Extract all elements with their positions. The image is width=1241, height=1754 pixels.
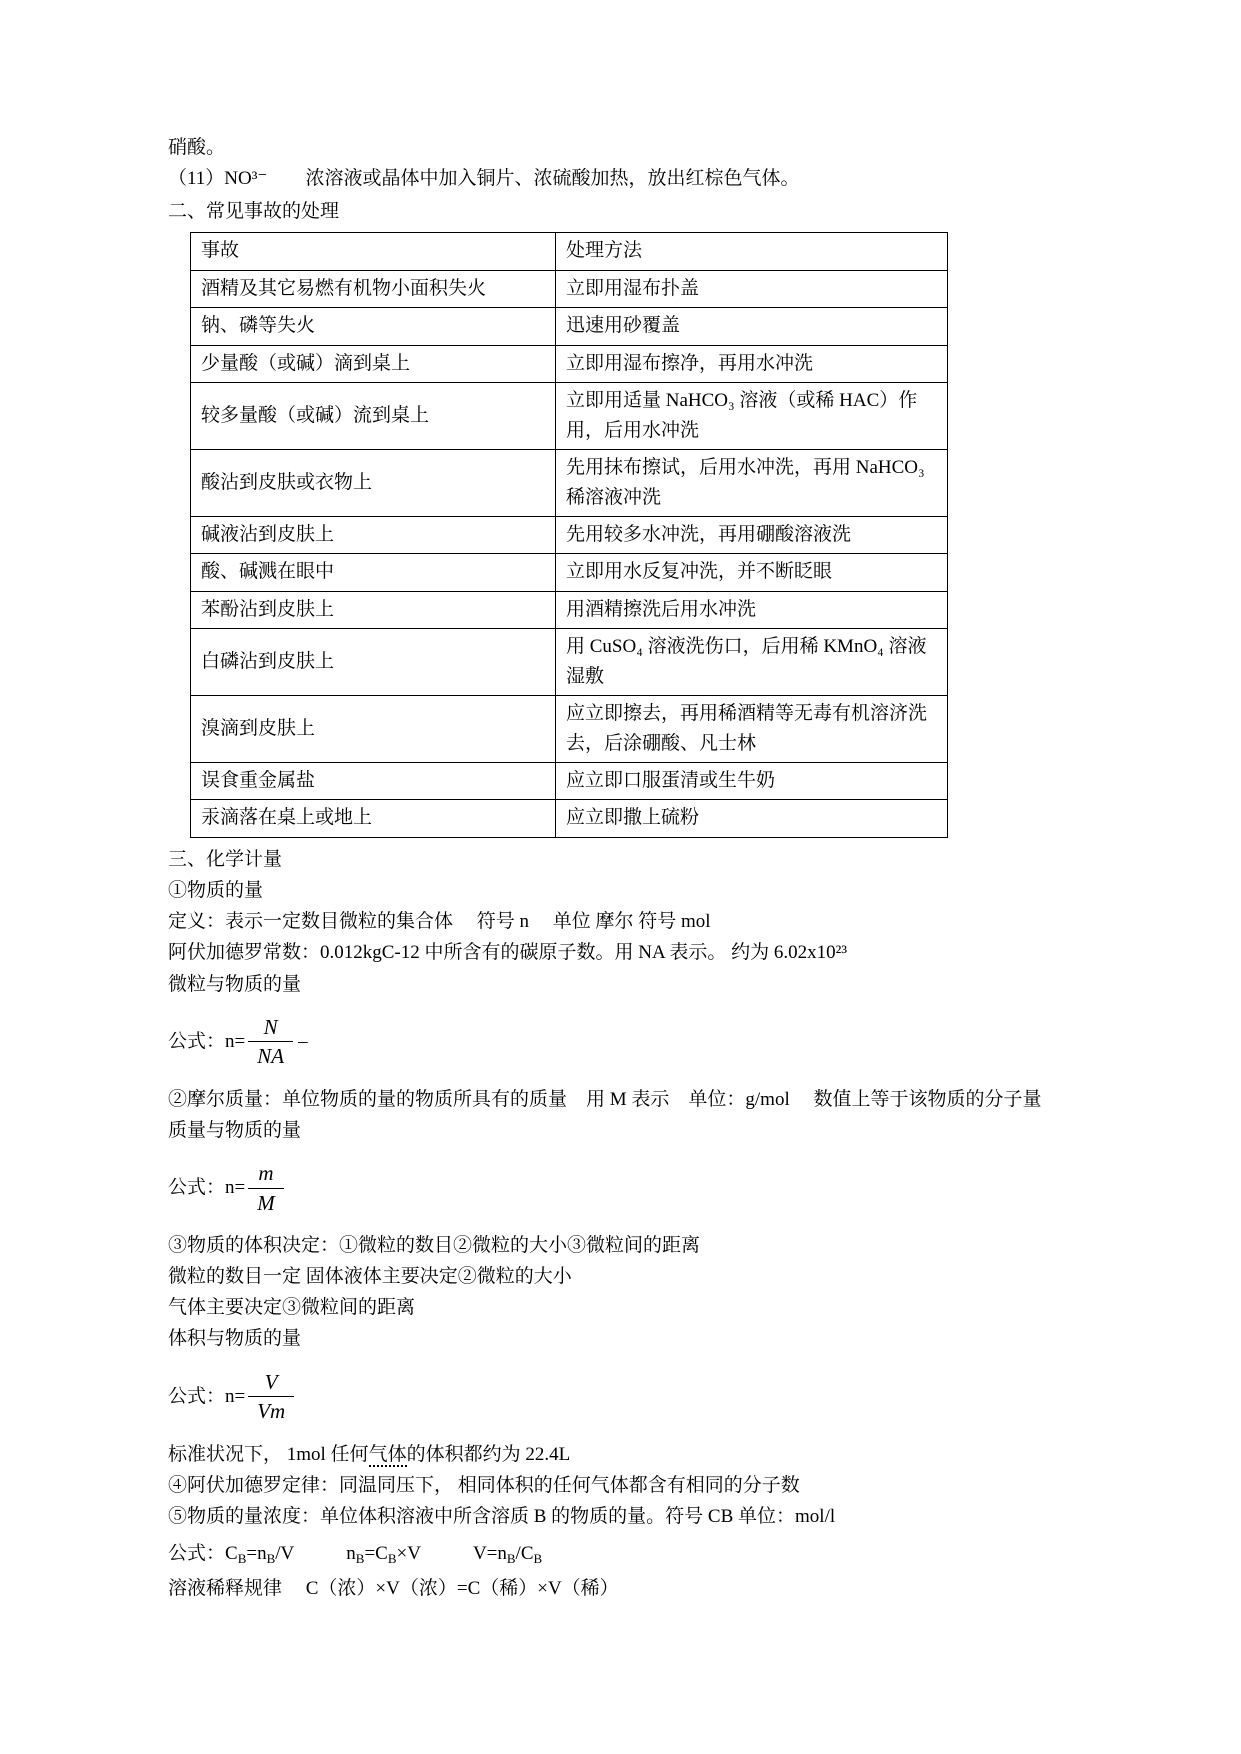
- table-row: [191, 554, 948, 591]
- table-header-row: [191, 233, 948, 270]
- cell-method: 先用较多水冲洗，再用硼酸溶液洗: [556, 516, 948, 553]
- cell-method: 先用抹布擦试，后用水冲洗，再用 NaHCO₃ 稀溶液冲洗: [556, 450, 948, 517]
- formula-prefix: 公式：n=: [168, 1177, 246, 1199]
- cell-method: 立即用水反复冲洗，并不断眨眼: [556, 554, 948, 591]
- cell-accident: 酸沾到皮肤或衣物上: [191, 450, 556, 517]
- symbol: /V: [275, 1543, 295, 1565]
- table-row: [191, 308, 948, 345]
- formula-prefix: 公式：n=: [168, 1031, 246, 1053]
- cell-method: 立即用适量 NaHCO₃ 溶液（或稀 HAC）作用，后用水冲洗: [556, 383, 948, 450]
- section2-heading: 二、常见事故的处理: [168, 201, 340, 223]
- text-line-avogadro-constant: 阿伏加德罗常数：0.012kgC-12 中所含有的碳原子数。用 NA 表示。 约为 6.02x10²³: [168, 942, 848, 964]
- cell-accident: 酒精及其它易燃有机物小面积失火: [191, 270, 556, 307]
- subscript: B: [355, 1551, 365, 1567]
- cell-method: 应立即口服蛋清或生牛奶: [556, 763, 948, 800]
- formula-term-v: [472, 1543, 543, 1567]
- symbol: /C: [515, 1543, 534, 1565]
- table-row: [191, 516, 948, 553]
- subscript: B: [533, 1551, 543, 1567]
- text-line-particles-mole: 微粒与物质的量: [168, 973, 302, 995]
- table-header-accident: 事故: [191, 233, 556, 270]
- text-line-gas-distance: 气体主要决定③微粒间的距离: [168, 1297, 416, 1319]
- text-line-stp: [168, 1439, 1075, 1470]
- fraction-denominator: NA: [257, 1044, 285, 1069]
- table-row: [191, 591, 948, 628]
- subscript: B: [237, 1551, 247, 1567]
- cell-accident: 较多量酸（或碱）流到桌上: [191, 383, 556, 450]
- table-row: [191, 450, 948, 517]
- cell-method: 应立即擦去，再用稀酒精等无毒有机溶济洗去，后涂硼酸、凡士林: [556, 696, 948, 763]
- cell-accident: 碱液沾到皮肤上: [191, 516, 556, 553]
- formula-prefix: 公式：n=: [168, 1386, 246, 1408]
- text-line-mole: ①物质的量: [168, 880, 264, 902]
- symbol: C: [225, 1543, 238, 1565]
- symbol: =C: [364, 1543, 388, 1565]
- subscript: B: [266, 1551, 276, 1567]
- symbol: V=n: [472, 1543, 507, 1565]
- stp-prefix: 标准状况下， 1mol 任何: [168, 1443, 369, 1465]
- formula-term-nb: [346, 1543, 421, 1567]
- fraction: [248, 1369, 294, 1425]
- cell-accident: 溴滴到皮肤上: [191, 696, 556, 763]
- text-line-mass-mole: 质量与物质的量: [168, 1119, 302, 1141]
- symbol: n: [346, 1543, 356, 1565]
- subscript: B: [387, 1551, 397, 1567]
- formula-n-m-over-M: [168, 1156, 1075, 1220]
- text-line-dilution-rule: 溶液稀释规律 C（浓）×V（浓）=C（稀）×V（稀）: [168, 1578, 619, 1600]
- text-line-solid-liquid: 微粒的数目一定 固体液体主要决定②微粒的大小: [168, 1266, 572, 1288]
- cell-accident: 少量酸（或碱）滴到桌上: [191, 345, 556, 382]
- fraction-numerator: m: [248, 1160, 284, 1188]
- table-row: [191, 270, 948, 307]
- fraction-numerator: V: [248, 1369, 294, 1397]
- fraction-numerator: N: [248, 1014, 293, 1042]
- fraction-denominator: M: [257, 1190, 275, 1215]
- text-line-definition: 定义：表示一定数目微粒的集合体 符号 n 单位 摩尔 符号 mol: [168, 911, 711, 933]
- cell-accident: 苯酚沾到皮肤上: [191, 591, 556, 628]
- text-line-avogadro-law: ④阿伏加德罗定律：同温同压下， 相同体积的任何气体都含有相同的分子数: [168, 1474, 800, 1496]
- table-row: [191, 763, 948, 800]
- text-line-molar-mass: ②摩尔质量：单位物质的量的物质所具有的质量 用 M 表示 单位：g/mol 数值上等于该物质的分子量: [168, 1088, 1042, 1110]
- formula-term-cb: [225, 1543, 295, 1567]
- fraction: [248, 1014, 293, 1070]
- text-line-volume-mole: 体积与物质的量: [168, 1328, 302, 1350]
- fraction-denominator: Vm: [257, 1399, 286, 1424]
- cell-accident: 误食重金属盐: [191, 763, 556, 800]
- accident-table: [190, 232, 948, 837]
- text-line-acid: 硝酸。: [168, 137, 226, 158]
- cell-method: 立即用湿布擦净，再用水冲洗: [556, 345, 948, 382]
- text-line-molar-concentration: ⑤物质的量浓度：单位体积溶液中所含溶质 B 的物质的量。符号 CB 单位：mol/l: [168, 1505, 836, 1527]
- formula-prefix: 公式：: [168, 1543, 226, 1565]
- cell-accident: 汞滴落在桌上或地上: [191, 800, 556, 837]
- cell-accident: 酸、碱溅在眼中: [191, 554, 556, 591]
- cell-method: 立即用湿布扑盖: [556, 270, 948, 307]
- cell-accident: 钠、磷等失火: [191, 308, 556, 345]
- table-row: [191, 629, 948, 696]
- formula-suffix: –: [298, 1031, 308, 1053]
- cell-method: 应立即撒上硫粉: [556, 800, 948, 837]
- symbol: =n: [246, 1543, 267, 1565]
- cell-accident: 白磷沾到皮肤上: [191, 629, 556, 696]
- formula-n-N-over-NA: [168, 1010, 1075, 1074]
- cell-method: 迅速用砂覆盖: [556, 308, 948, 345]
- cell-method: 用酒精擦洗后用水冲洗: [556, 591, 948, 628]
- fraction: [248, 1160, 284, 1216]
- table-row: [191, 383, 948, 450]
- table-header-method: 处理方法: [556, 233, 948, 270]
- text-line-volume-factors: ③物质的体积决定：①微粒的数目②微粒的大小③微粒间的距离: [168, 1235, 701, 1256]
- stp-suffix: 的体积都约为 22.4L: [406, 1443, 571, 1465]
- formula-n-V-over-Vm: [168, 1365, 1075, 1429]
- section3-heading: 三、化学计量: [168, 848, 283, 870]
- text-line-no3: （11）NO³⁻ 浓溶液或晶体中加入铜片、浓硫酸加热，放出红棕色气体。: [168, 168, 800, 190]
- symbol: ×V: [396, 1543, 421, 1565]
- table-row: [191, 696, 948, 763]
- table-row: [191, 345, 948, 382]
- table-row: [191, 800, 948, 837]
- stp-emphasized-gas: 气体: [368, 1443, 407, 1465]
- subscript: B: [506, 1551, 516, 1567]
- formula-concentration-line: [168, 1538, 1075, 1569]
- cell-method: 用 CuSO₄ 溶液洗伤口，后用稀 KMnO₄ 溶液湿敷: [556, 629, 948, 696]
